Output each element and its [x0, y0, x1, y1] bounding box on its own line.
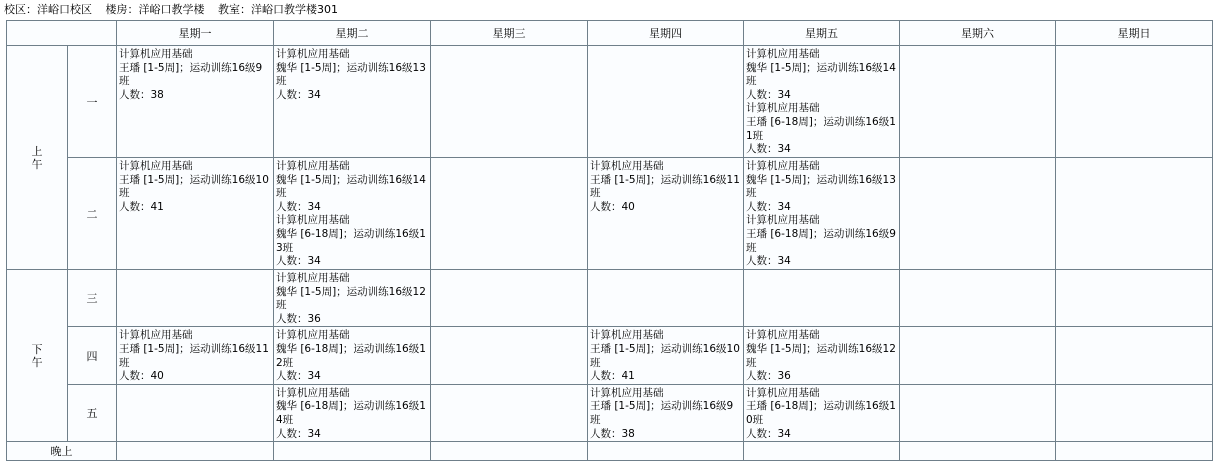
- timetable-cell: [431, 384, 588, 441]
- course-entry: [119, 160, 271, 214]
- course-entry: [276, 272, 428, 326]
- course-name: 计算机应用基础: [119, 160, 193, 172]
- day-header: 星期五: [744, 21, 900, 46]
- period-label: 五: [68, 384, 117, 441]
- cell-entries: [590, 327, 741, 383]
- timetable-cell: [431, 442, 588, 461]
- course-entry: [276, 329, 428, 383]
- timetable: [6, 20, 1213, 461]
- course-entry: [746, 160, 897, 214]
- schedule-header: [0, 0, 1219, 19]
- timetable-cell: [117, 442, 274, 461]
- timetable-cell: [1056, 158, 1213, 270]
- timetable-cell: [274, 442, 431, 461]
- cell-entries: [746, 327, 897, 383]
- room-label: 教室：洋峪口教学楼301: [218, 3, 338, 16]
- timetable-cell: [744, 46, 900, 158]
- course-detail: 魏华 [1-5周]；运动训练16级14班: [276, 173, 426, 200]
- course-detail: 王璠 [6-18周]；运动训练16级11班: [746, 115, 896, 142]
- timetable-cell: [588, 270, 744, 327]
- course-entry: [590, 160, 741, 214]
- course-name: 计算机应用基础: [276, 160, 350, 172]
- student-count: 人数：36: [276, 312, 321, 325]
- course-entry: [276, 214, 428, 268]
- student-count: 人数：34: [276, 427, 321, 440]
- timetable-cell: [1056, 384, 1213, 441]
- course-name: 计算机应用基础: [276, 48, 350, 60]
- cell-entries: [119, 158, 271, 214]
- timetable-cell: [744, 384, 900, 441]
- course-detail: 王璠 [1-5周]；运动训练16级10班: [590, 342, 740, 369]
- cell-entries: [746, 46, 897, 157]
- student-count: 人数：41: [590, 370, 635, 383]
- timetable-cell: [274, 327, 431, 384]
- timetable-cell: [744, 442, 900, 461]
- timetable-cell: [431, 158, 588, 270]
- timetable-cell: [117, 158, 274, 270]
- afternoon-label: [7, 270, 68, 442]
- course-entry: [746, 329, 897, 383]
- day-header: 星期三: [431, 21, 588, 46]
- course-detail: 王璠 [1-5周]；运动训练16级9班: [119, 61, 263, 88]
- cell-entries: [276, 385, 428, 441]
- cell-entries: [746, 158, 897, 269]
- course-name: 计算机应用基础: [746, 160, 820, 172]
- afternoon-label-char: 下: [31, 342, 43, 356]
- timetable-cell: [900, 384, 1056, 441]
- timetable-cell: [900, 158, 1056, 270]
- student-count: 人数：34: [746, 200, 791, 213]
- timetable-cell: [274, 270, 431, 327]
- course-name: 计算机应用基础: [119, 329, 193, 342]
- morning-label-char: 午: [31, 157, 43, 171]
- course-name: 计算机应用基础: [746, 329, 820, 342]
- course-entry: [746, 102, 897, 156]
- student-count: 人数：34: [746, 143, 791, 156]
- cell-entries: [276, 46, 428, 102]
- day-header: 星期一: [117, 21, 274, 46]
- evening-label: 晚上: [7, 442, 117, 461]
- course-name: 计算机应用基础: [746, 48, 820, 60]
- course-entry: [276, 160, 428, 214]
- timetable-cell: [588, 46, 744, 158]
- timetable-cell: [588, 158, 744, 270]
- cell-entries: [590, 158, 741, 214]
- period-label: 三: [68, 270, 117, 327]
- day-header: 星期二: [274, 21, 431, 46]
- timetable-cell: [744, 158, 900, 270]
- course-entry: [276, 48, 428, 102]
- timetable-cell: [588, 327, 744, 384]
- student-count: 人数：36: [746, 370, 791, 383]
- cell-entries: [276, 270, 428, 326]
- timetable-cell: [1056, 327, 1213, 384]
- course-name: 计算机应用基础: [590, 329, 664, 342]
- period-row: [7, 384, 1213, 441]
- student-count: 人数：34: [746, 255, 791, 268]
- student-count: 人数：38: [119, 88, 164, 101]
- student-count: 人数：40: [119, 370, 164, 383]
- course-detail: 王璠 [6-18周]；运动训练16级10班: [746, 400, 896, 426]
- period-label: 一: [68, 46, 117, 158]
- period-row: [7, 46, 1213, 158]
- course-entry: [119, 329, 271, 383]
- course-detail: 魏华 [6-18周]；运动训练16级12班: [276, 342, 426, 369]
- course-entry: [746, 214, 897, 268]
- timetable-cell: [744, 327, 900, 384]
- timetable-cell: [274, 158, 431, 270]
- morning-label-char: 上: [31, 144, 43, 158]
- campus-label: 校区：洋峪口校区: [4, 3, 92, 16]
- timetable-cell: [1056, 442, 1213, 461]
- timetable-cell: [900, 270, 1056, 327]
- course-entry: [590, 387, 741, 441]
- course-name: 计算机应用基础: [276, 272, 350, 284]
- course-name: 计算机应用基础: [276, 329, 350, 342]
- student-count: 人数：34: [276, 200, 321, 213]
- day-header: 星期六: [900, 21, 1056, 46]
- timetable-cell: [900, 327, 1056, 384]
- afternoon-label-char: 午: [31, 355, 43, 369]
- student-count: 人数：34: [746, 88, 791, 101]
- course-entry: [746, 387, 897, 441]
- period-row: [7, 270, 1213, 327]
- evening-row: [7, 442, 1213, 461]
- timetable-cell: [744, 270, 900, 327]
- timetable-cell: [117, 46, 274, 158]
- student-count: 人数：34: [276, 88, 321, 101]
- course-name: 计算机应用基础: [746, 214, 820, 227]
- course-name: 计算机应用基础: [590, 386, 664, 399]
- course-detail: 王璠 [6-18周]；运动训练16级9班: [746, 227, 896, 254]
- course-detail: 魏华 [1-5周]；运动训练16级13班: [276, 61, 426, 88]
- day-header-row: [7, 21, 1213, 46]
- student-count: 人数：38: [590, 427, 635, 440]
- period-label: 二: [68, 158, 117, 270]
- timetable-cell: [588, 384, 744, 441]
- course-entry: [590, 329, 741, 383]
- morning-label: [7, 46, 68, 270]
- timetable-cell: [1056, 46, 1213, 158]
- course-detail: 王璠 [1-5周]；运动训练16级11班: [119, 342, 269, 369]
- student-count: 人数：34: [276, 370, 321, 383]
- timetable-cell: [588, 442, 744, 461]
- course-entry: [746, 48, 897, 102]
- cell-entries: [119, 327, 271, 383]
- course-detail: 魏华 [6-18周]；运动训练16级13班: [276, 227, 426, 254]
- timetable-cell: [431, 327, 588, 384]
- course-name: 计算机应用基础: [746, 102, 820, 115]
- course-entry: [119, 48, 271, 102]
- course-detail: 魏华 [1-5周]；运动训练16级12班: [746, 342, 896, 369]
- corner-cell: [7, 21, 117, 46]
- day-header: 星期日: [1056, 21, 1213, 46]
- period-label: 四: [68, 327, 117, 384]
- course-name: 计算机应用基础: [276, 214, 350, 227]
- timetable-cell: [274, 384, 431, 441]
- cell-entries: [276, 158, 428, 269]
- course-entry: [276, 387, 428, 441]
- period-row: [7, 158, 1213, 270]
- cell-entries: [276, 327, 428, 383]
- timetable-cell: [117, 384, 274, 441]
- course-name: 计算机应用基础: [590, 160, 664, 172]
- course-detail: 王璠 [1-5周]；运动训练16级9班: [590, 400, 734, 426]
- timetable-cell: [1056, 270, 1213, 327]
- timetable-cell: [117, 327, 274, 384]
- course-detail: 魏华 [1-5周]；运动训练16级13班: [746, 173, 896, 200]
- period-row: [7, 327, 1213, 384]
- course-detail: 魏华 [1-5周]；运动训练16级12班: [276, 285, 426, 312]
- timetable-cell: [117, 270, 274, 327]
- timetable-cell: [900, 46, 1056, 158]
- cell-entries: [746, 385, 897, 441]
- student-count: 人数：41: [119, 200, 164, 213]
- course-detail: 魏华 [1-5周]；运动训练16级14班: [746, 61, 896, 88]
- timetable-cell: [431, 46, 588, 158]
- course-name: 计算机应用基础: [276, 386, 350, 399]
- building-label: 楼房：洋峪口教学楼: [105, 3, 205, 16]
- course-detail: 魏华 [6-18周]；运动训练16级14班: [276, 400, 426, 426]
- day-header: 星期四: [588, 21, 744, 46]
- timetable-cell: [431, 270, 588, 327]
- course-name: 计算机应用基础: [746, 386, 820, 399]
- course-name: 计算机应用基础: [119, 48, 193, 60]
- timetable-cell: [274, 46, 431, 158]
- student-count: 人数：34: [746, 427, 791, 440]
- cell-entries: [119, 46, 271, 102]
- cell-entries: [590, 385, 741, 441]
- course-detail: 王璠 [1-5周]；运动训练16级11班: [590, 173, 740, 200]
- timetable-cell: [900, 442, 1056, 461]
- student-count: 人数：40: [590, 200, 635, 213]
- student-count: 人数：34: [276, 255, 321, 268]
- course-detail: 王璠 [1-5周]；运动训练16级10班: [119, 173, 269, 200]
